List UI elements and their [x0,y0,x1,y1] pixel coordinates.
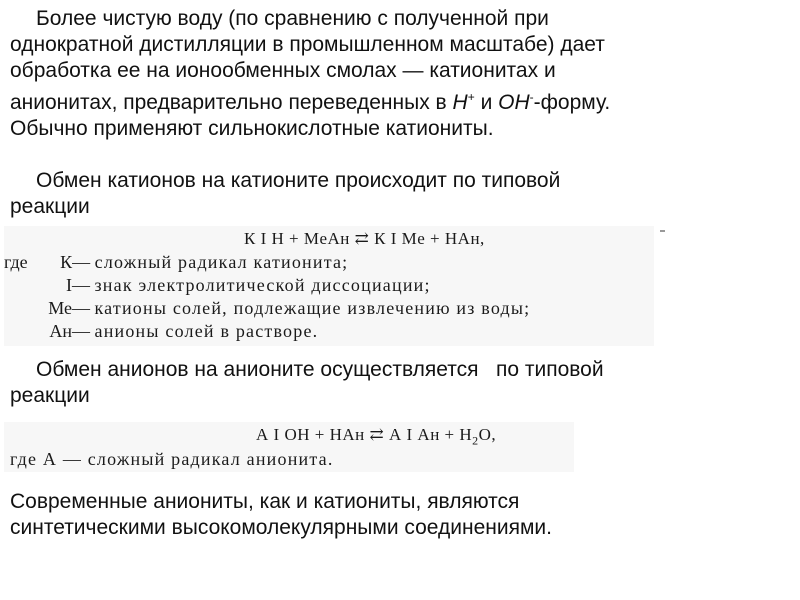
hydrogen-symbol: H [452,91,468,114]
equation-fragment: А I OH + HАн ⇄ А I Ан + H [256,425,473,444]
superscript: - [529,90,534,104]
text-line: Обмен катионов на катионите происходит по типовой [36,169,561,192]
text-line: синтетическими высокомолекулярными соединениями. [10,516,552,539]
superscript: + [467,90,475,104]
definition-text: катионы солей, подлежащие извлечению из воды; [94,298,531,318]
text-fragment: и [474,91,499,114]
definition-term: К [60,252,73,272]
definition-dash: — [72,298,90,318]
definition-term: Ме [48,298,72,318]
paragraph-modern-anionites [10,489,552,541]
scanned-reaction-cation [4,226,654,346]
definition-term: I [66,275,72,295]
text-line: Более чистую воду (по сравнению с полученной при [36,7,549,30]
text-line: Современные аниониты, как и катиониты, являются [10,490,520,513]
text-line: Обычно применяют сильнокислотные катиониты. [10,117,494,140]
scanned-reaction-anion [4,422,574,472]
reaction-equation-cation: К I H + MeАн ⇄ К I Me + HАн, [244,229,485,248]
subscript: 2 [472,433,479,448]
text-line: однократной дистилляции в промышленном масштабе) дает [10,33,605,56]
text-fragment: -форму. [533,91,611,114]
definition-dash: — [72,252,91,272]
definition-row [4,297,530,319]
text-line [10,84,610,116]
paragraph-anion-exchange [10,357,604,409]
definition-row [4,274,431,296]
scan-speck [660,230,665,232]
definition-text: сложный радикал катионита; [94,252,349,272]
text-line: обработка ее на ионообменных смолах — катионитах и [10,59,556,82]
definition-dash: — [72,275,90,295]
text-fragment: анионитах, предварительно переведенных в [10,91,453,114]
paragraph-cation-exchange [10,168,560,220]
text-line: Обмен анионов на анионите осуществляется по типовой [36,358,604,381]
definition-row: где А — сложный радикал анионита. [10,449,334,469]
definition-row [4,251,348,273]
hydroxide-symbol: OH [498,91,530,114]
text-line: реакции [10,195,90,218]
definition-text: анионы солей в растворе. [94,321,319,341]
definition-dash: — [72,321,90,341]
definition-row [4,320,318,342]
equation-fragment: O, [478,425,497,444]
definition-term: Ан [49,321,72,341]
definition-text: знак электролитической диссоциации; [94,275,431,295]
paragraph-ion-exchange-intro [10,6,610,142]
text-line: реакции [10,384,90,407]
where-label: где [4,252,28,272]
